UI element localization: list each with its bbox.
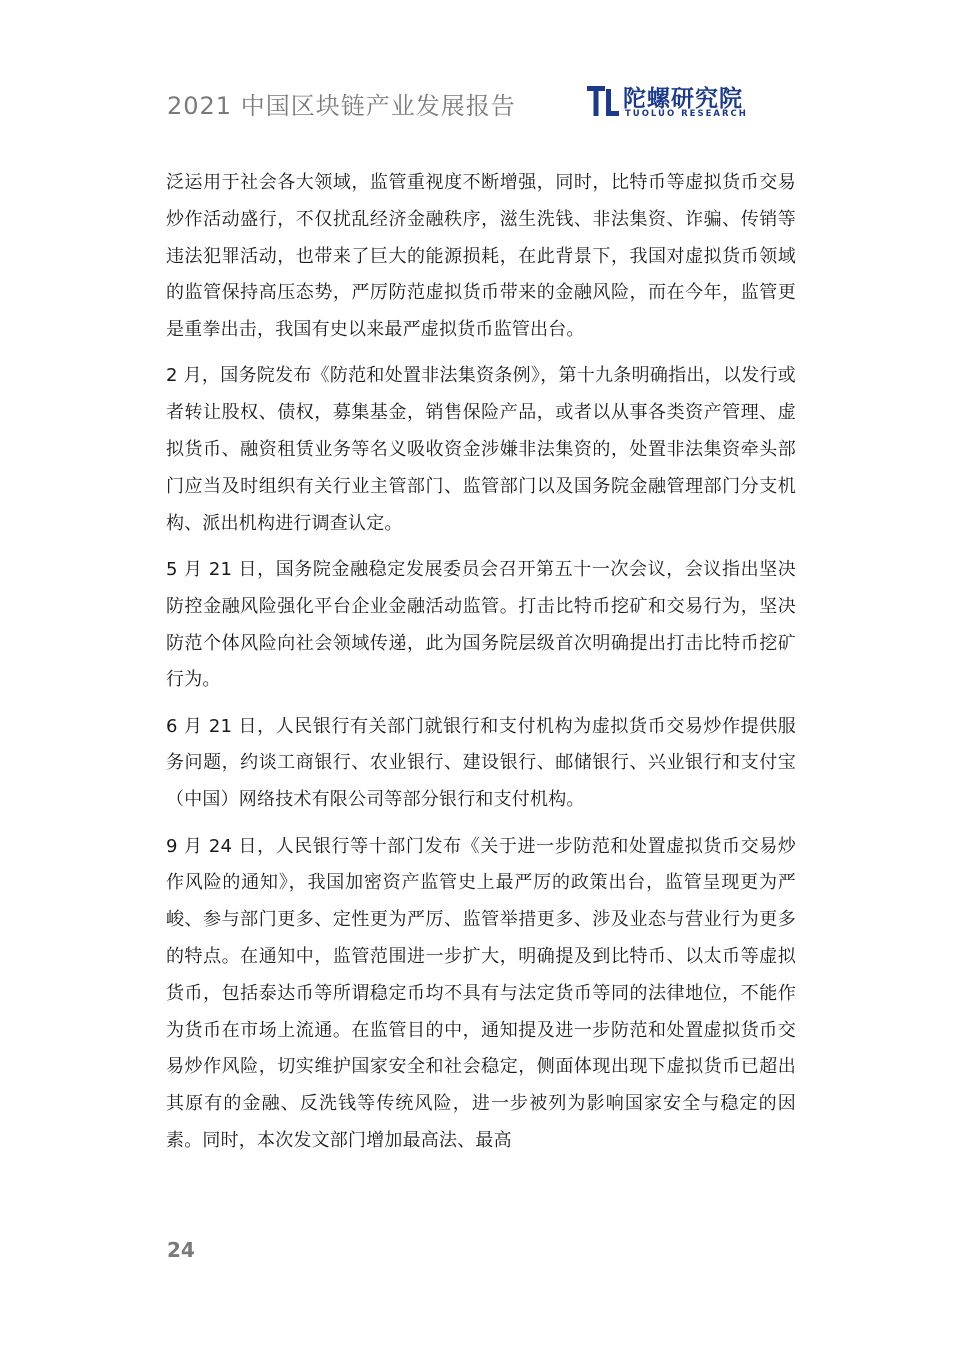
paragraph: 6 月 21 日，人民银行有关部门就银行和支付机构为虚拟货币交易炒作提供服务问题，约谈工商银行、农业银行、建设银行、邮储银行、兴业银行和支付宝（中国）网络技术有限公司等部分银行和支付机构。	[166, 715, 796, 811]
body-text	[166, 165, 796, 1169]
paragraph: 2 月，国务院发布《防范和处置非法集资条例》，第十九条明确指出，以发行或者转让股权、债权，募集基金，销售保险产品，或者以从事各类资产管理、虚拟货币、融资租赁业务等名义吸收资金涉嫌非法集资的，处置非法集资牵头部门应当及时组织有关行业主管部门、监管部门以及国务院金融管理部门分支机构、派出机构进行调查认定。	[166, 365, 796, 534]
paragraph: 9 月 24 日，人民银行等十部门发布《关于进一步防范和处置虚拟货币交易炒作风险的通知》，我国加密资产监管史上最严厉的政策出台，监管呈现更为严峻、参与部门更多、定性更为严厉、监管举措更多、涉及业态与营业行为更多的特点。在通知中，监管范围进一步扩大，明确提及到比特币、以太币等虚拟货币，包括泰达币等所谓稳定币均不具有与法定货币等同的法律地位，不能作为货币在市场上流通。在监管目的中，通知提及进一步防范和处置虚拟货币交易炒作风险，切实维护国家安全和社会稳定，侧面体现出现下虚拟货币已超出其原有的金融、反洗钱等传统风险，进一步被列为影响国家安全与稳定的因素。同时，本次发文部门增加最高法、最高	[166, 835, 796, 1151]
page-header	[167, 82, 789, 126]
logo-name-en: TUOLUO RESEARCH	[625, 109, 748, 119]
tuoluo-logo	[587, 82, 767, 122]
report-title: 2021 中国区块链产业发展报告	[167, 92, 516, 120]
tl-logo-icon	[587, 86, 619, 116]
logo-name-cn: 陀螺研究院	[623, 86, 743, 112]
paragraph: 5 月 21 日，国务院金融稳定发展委员会召开第五十一次会议，会议指出坚决防控金融风险强化平台企业金融活动监管。打击比特币挖矿和交易行为，坚决防范个体风险向社会领域传递，此为国务院层级首次明确提出打击比特币挖矿行为。	[166, 558, 796, 691]
page-number: 24	[167, 1238, 195, 1262]
paragraph: 泛运用于社会各大领域，监管重视度不断增强，同时，比特币等虚拟货币交易炒作活动盛行，不仅扰乱经济金融秩序，滋生洗钱、非法集资、诈骗、传销等违法犯罪活动，也带来了巨大的能源损耗，在此背景下，我国对虚拟货币领域的监管保持高压态势，严厉防范虚拟货币带来的金融风险，而在今年，监管更是重拳出击，我国有史以来最严虚拟货币监管出台。	[166, 172, 796, 341]
